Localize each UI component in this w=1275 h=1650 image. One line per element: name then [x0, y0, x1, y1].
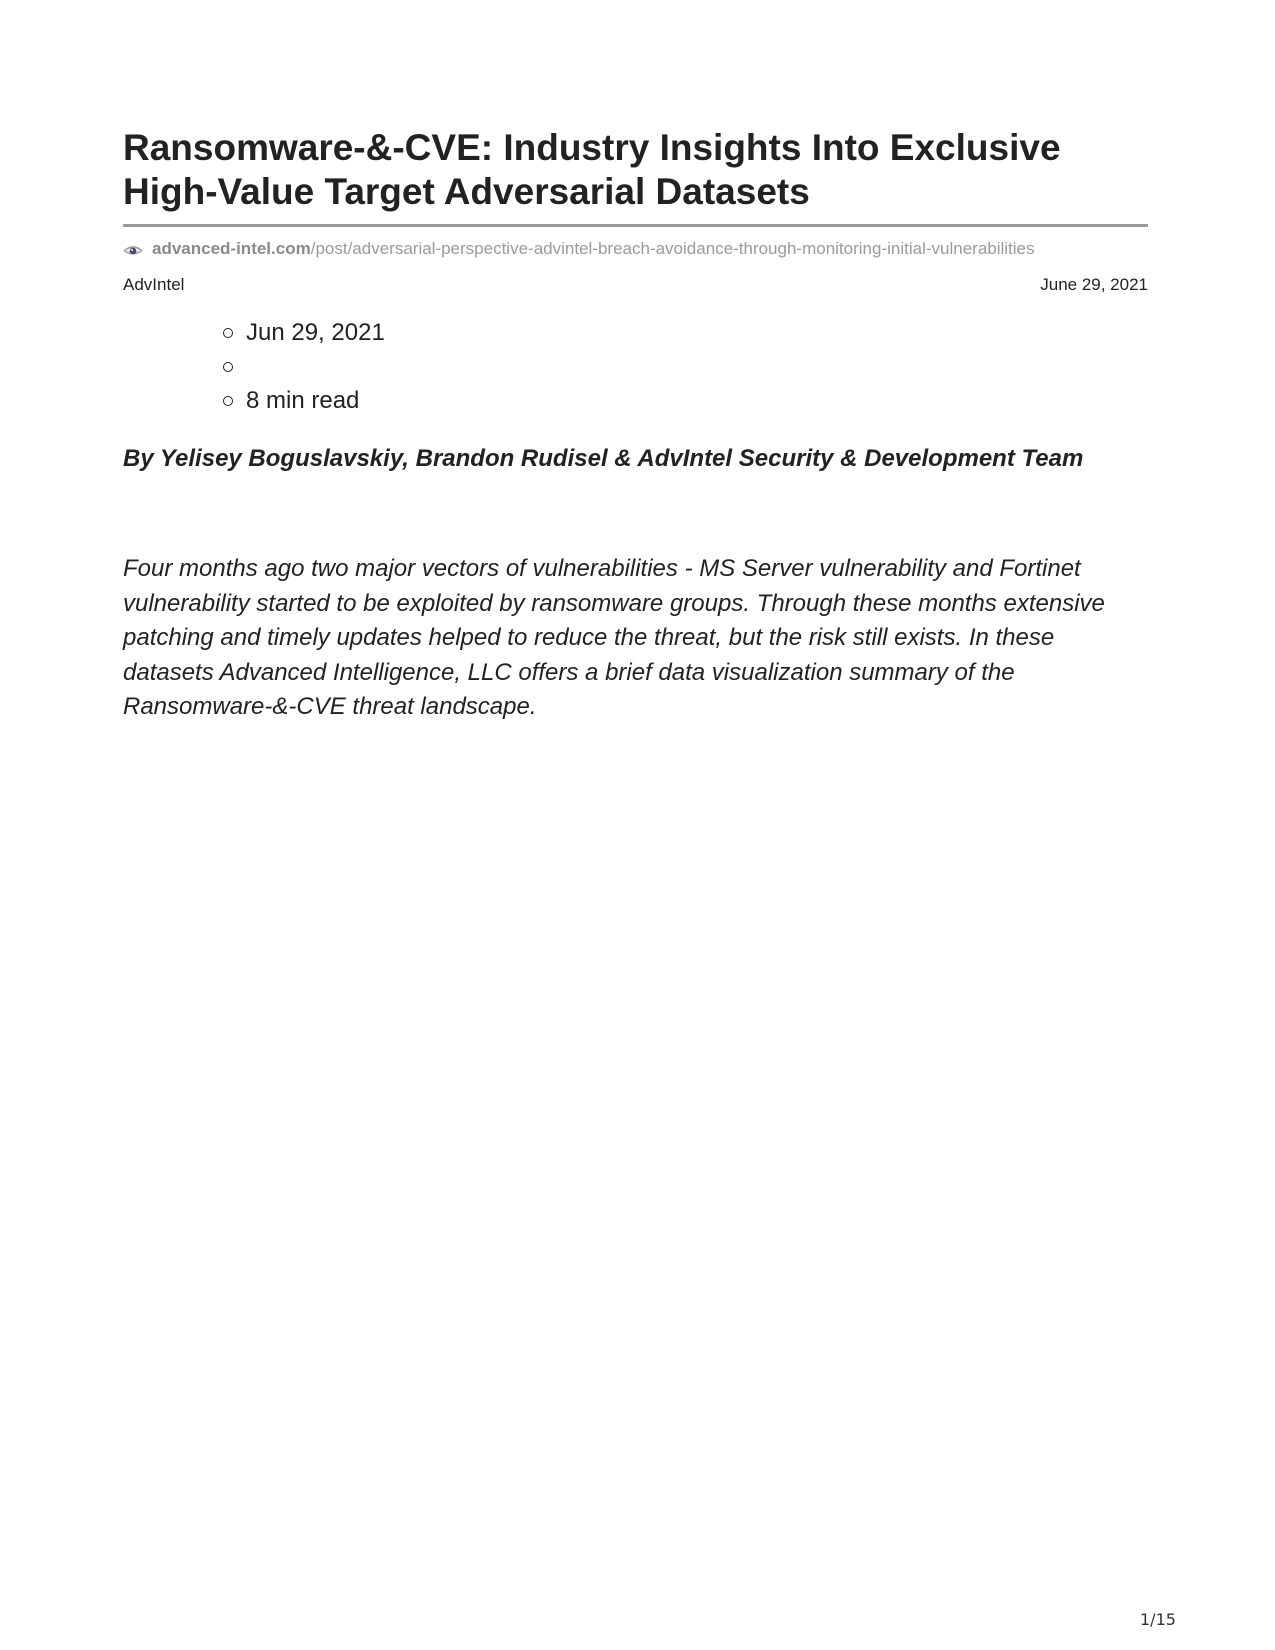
info-read-time: 8 min read — [246, 387, 360, 414]
info-date: Jun 29, 2021 — [246, 319, 385, 346]
author-label: AdvIntel — [123, 275, 185, 294]
intro-paragraph: Four months ago two major vectors of vulnerabilities - MS Server vulnerability and Fortinet vulnerability started to be exploited by ransomware groups. Through these months extensive patching and timely updates helped to reduce the threat, but the risk still exists. In these datasets Advanced Intelligence, LLC offers a brief data visualization summary of the Ransomware-&-CVE threat landscape. — [123, 555, 1105, 720]
publish-date: June 29, 2021 — [1040, 275, 1148, 294]
byline: By Yelisey Boguslavskiy, Brandon Rudisel & AdvIntel Security & Development Team — [123, 445, 1084, 472]
bullet-circle-icon — [223, 328, 233, 338]
bullet-circle-icon — [223, 362, 233, 372]
eye-icon — [123, 242, 143, 256]
source-path[interactable]: /post/adversarial-perspective-advintel-breach-avoidance-through-monitoring-initial-vulnerabilities — [310, 239, 1035, 258]
info-list — [123, 316, 1148, 418]
page-number: 1/15 — [1140, 1610, 1176, 1629]
bullet-circle-icon — [223, 396, 233, 406]
list-item — [223, 384, 1148, 418]
source-link[interactable] — [123, 238, 1148, 260]
article-title: Ransomware-&-CVE: Industry Insights Into Exclusive High-Value Target Adversarial Datasets — [123, 127, 1061, 212]
meta-row — [123, 274, 1148, 296]
title-divider — [123, 224, 1148, 227]
source-domain[interactable]: advanced-intel.com — [152, 239, 311, 258]
list-item — [223, 316, 1148, 350]
article — [123, 126, 1148, 725]
list-item — [223, 350, 1148, 384]
